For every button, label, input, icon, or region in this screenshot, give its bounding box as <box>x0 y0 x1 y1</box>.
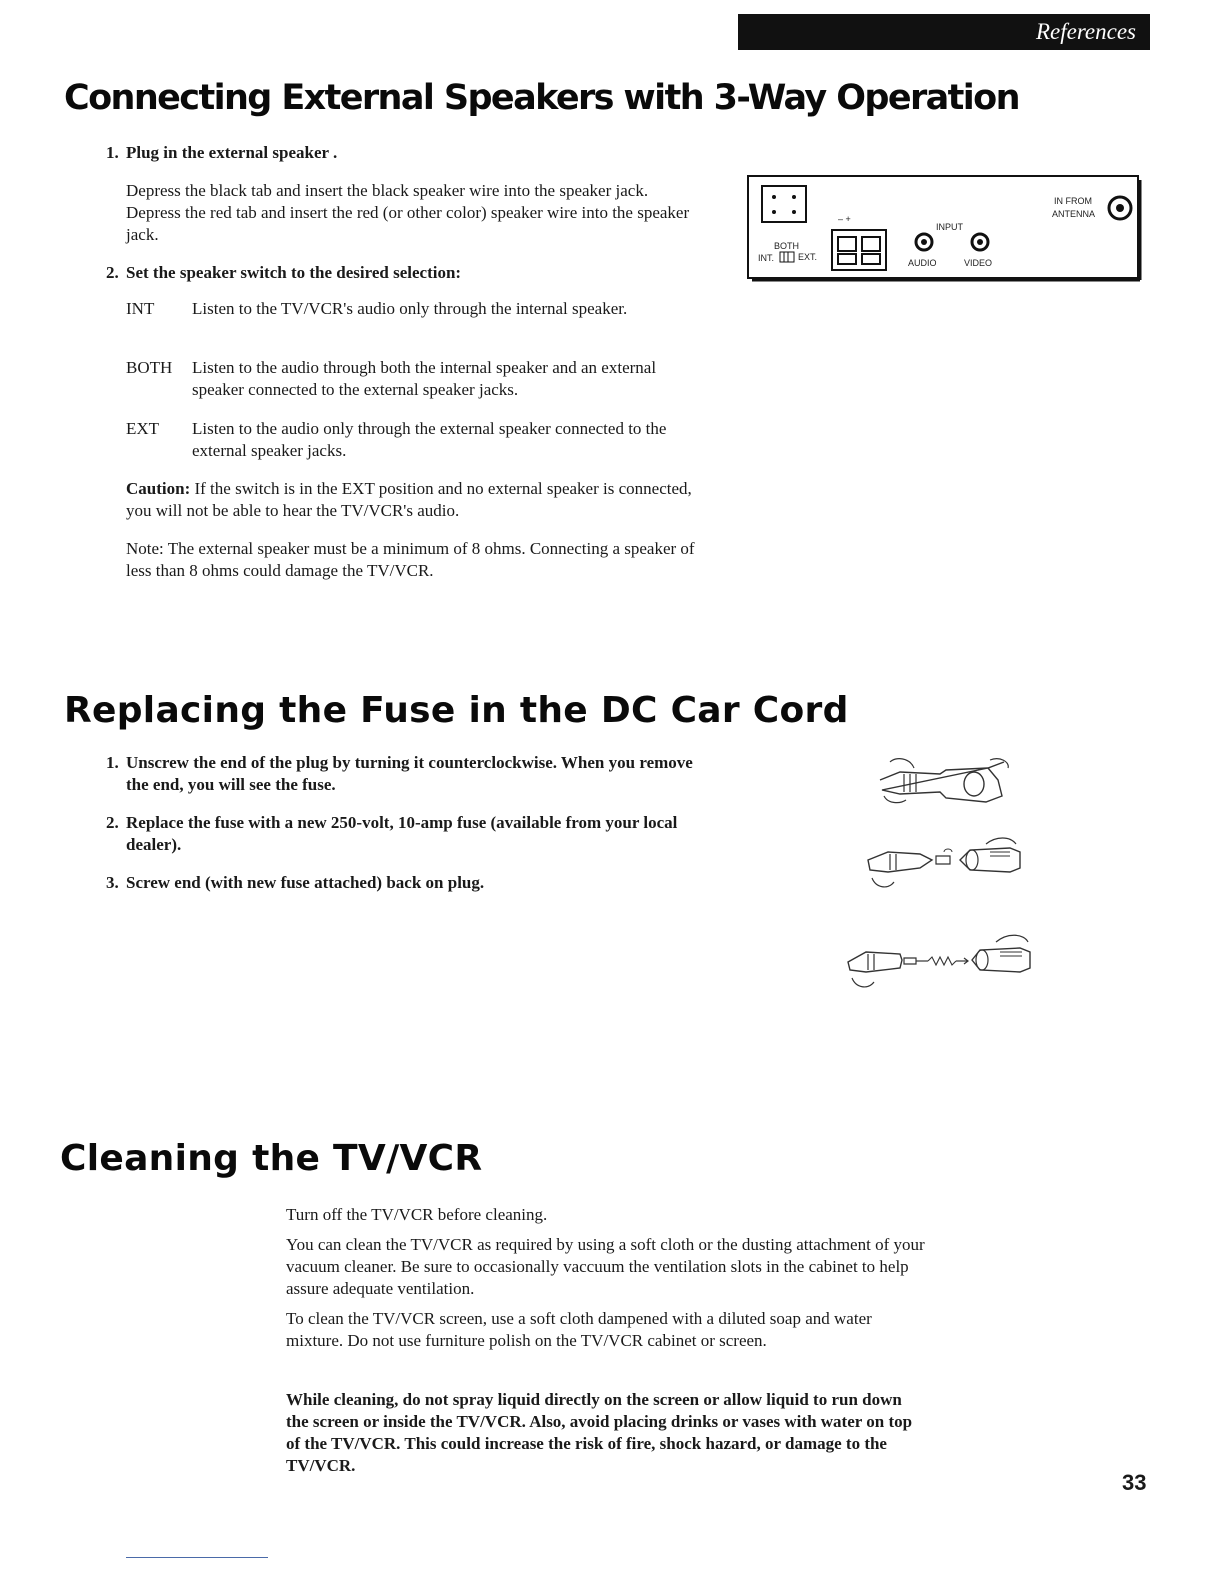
caution-label: Caution: <box>126 479 191 498</box>
audio-label: AUDIO <box>908 258 937 268</box>
fuse-heading: Replacing the Fuse in the DC Car Cord <box>64 690 849 731</box>
section-header-label: References <box>1035 19 1136 44</box>
speakers-step-1-detail: Depress the black tab and insert the black speaker wire into the speaker jack. Depress the red tab and insert the red (or other color) speaker wire into the speaker jack. <box>126 181 690 244</box>
step-number: 1. <box>106 753 119 772</box>
page-number: 33 <box>1122 1470 1147 1495</box>
polarity-label: – + <box>838 214 851 224</box>
caution-text: If the switch is in the EXT position and no external speaker is connected, you will not be able to hear the TV/VCR's audio. <box>126 479 692 520</box>
video-label: VIDEO <box>964 258 993 268</box>
option-both <box>126 357 686 401</box>
speakers-step-2 <box>106 262 706 284</box>
cleaning-paragraph-2: You can clean the TV/VCR as required by using a soft cloth or the dusting attachment of your vacuum cleaner. Be sure to occasionally vaccuum the ventilation slots in the cabinet to help assure adequate ventilation. <box>286 1235 925 1298</box>
in-from-label: IN FROM <box>1054 196 1092 206</box>
cleaning-warning: While cleaning, do not spray liquid directly on the screen or allow liquid to run down the screen or inside the TV/VCR. Also, avoid placing drinks or vases with water on top of the TV/VCR. This could increase the risk of fire, shock hazard, or damage to the TV/VCR. <box>286 1390 913 1475</box>
plug-reassemble-illustration <box>840 928 1040 998</box>
cleaning-paragraph-1: Turn off the TV/VCR before cleaning. <box>286 1205 548 1224</box>
step-text: Screw end (with new fuse attached) back on plug. <box>126 873 485 892</box>
option-ext <box>126 418 686 462</box>
antenna-label: ANTENNA <box>1052 209 1096 219</box>
option-desc: Listen to the audio through both the internal speaker and an external speaker connected to the external speaker jacks. <box>192 358 657 399</box>
both-label: BOTH <box>774 241 800 251</box>
fuse-step-3 <box>106 872 696 894</box>
step-text: Replace the fuse with a new 250-volt, 10-amp fuse (available from your local dealer). <box>126 813 678 854</box>
step-number: 3. <box>106 873 119 892</box>
speakers-step-1 <box>106 142 706 164</box>
back-panel-illustration <box>744 172 1146 286</box>
option-int <box>126 298 686 320</box>
caution-paragraph <box>126 478 706 522</box>
fuse-step-1 <box>106 752 696 796</box>
option-desc: Listen to the audio only through the external speaker connected to the external speaker jacks. <box>192 419 667 460</box>
footer-rule <box>126 1557 268 1558</box>
speakers-heading: Connecting External Speakers with 3-Way Operation <box>64 78 1019 118</box>
step-number: 2. <box>106 263 119 282</box>
plug-unscrew-illustration <box>870 752 1030 812</box>
ext-label: EXT. <box>798 252 818 262</box>
step-text: Unscrew the end of the plug by turning it counterclockwise. When you remove the end, you will see the fuse. <box>126 753 693 794</box>
fuse-replace-illustration <box>860 830 1030 900</box>
step-number: 1. <box>106 143 119 162</box>
section-header-bar <box>738 14 1150 50</box>
cleaning-heading: Cleaning the TV/VCR <box>60 1138 483 1179</box>
fuse-step-2 <box>106 812 696 856</box>
step-text: Set the speaker switch to the desired selection: <box>126 263 462 282</box>
step-text: Plug in the external speaker . <box>126 143 338 162</box>
note-paragraph: Note: The external speaker must be a minimum of 8 ohms. Connecting a speaker of less than 8 ohms could damage the TV/VCR. <box>126 539 695 580</box>
input-label: INPUT <box>936 222 963 232</box>
option-term: BOTH <box>126 358 173 377</box>
option-term: EXT <box>126 419 160 438</box>
cleaning-paragraph-3: To clean the TV/VCR screen, use a soft cloth dampened with a diluted soap and water mixture. Do not use furniture polish on the TV/VCR cabinet or screen. <box>286 1309 872 1350</box>
int-label: INT. <box>758 253 775 263</box>
step-number: 2. <box>106 813 119 832</box>
option-desc: Listen to the TV/VCR's audio only through the internal speaker. <box>192 299 628 318</box>
option-term: INT <box>126 299 155 318</box>
